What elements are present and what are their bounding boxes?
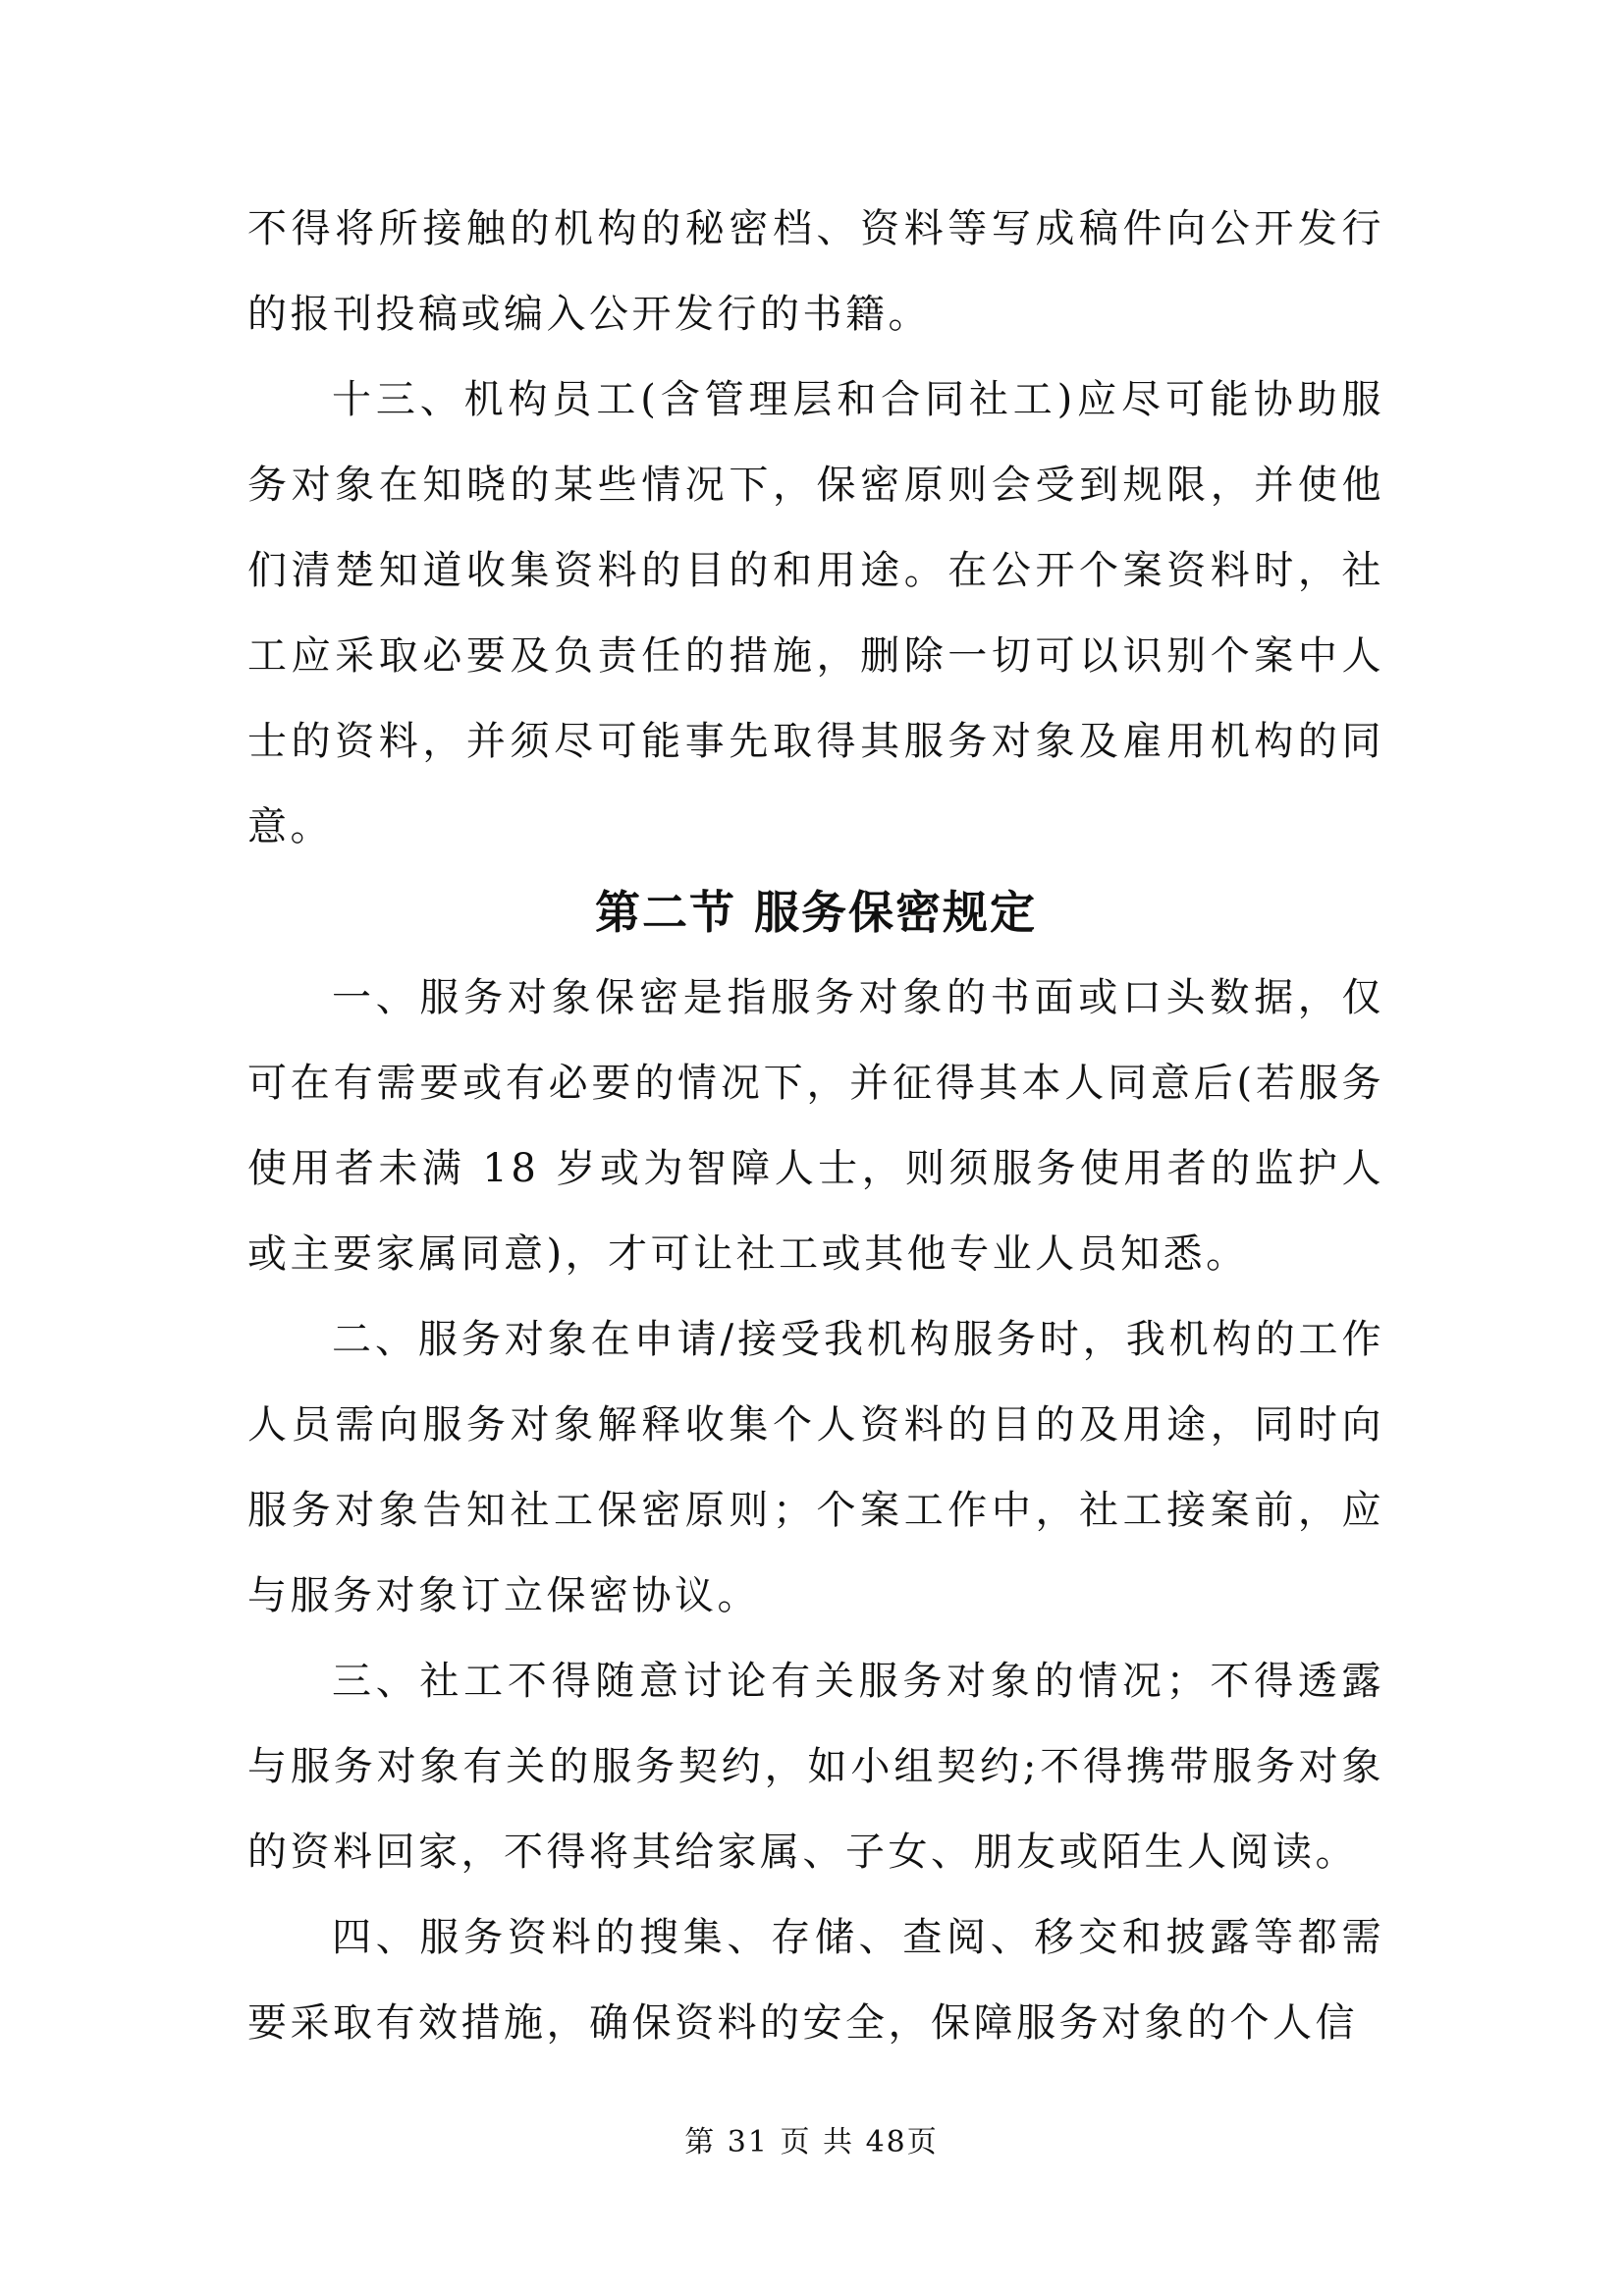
paragraph-continuation: 不得将所接触的机构的秘密档、资料等写成稿件向公开发行的报刊投稿或编入公开发行的书籍。 [247,206,1384,337]
page-body [247,187,1384,2066]
paragraph-item-13: 十三、机构员工(含管理层和合同社工)应尽可能协助服务对象在知晓的某些情况下，保密原则会受到规限，并使他们清楚知道收集资料的目的和用途。在公开个案资料时，社工应采取必要及负责任的措施，删除一切可以识别个案中人士的资料，并须尽可能事先取得其服务对象及雇用机构的同意。 [247,377,1384,849]
paragraph-item-3: 三、社工不得随意讨论有关服务对象的情况；不得透露与服务对象有关的服务契约，如小组契约;不得携带服务对象的资料回家，不得将其给家属、子女、朋友或陌生人阅读。 [247,1659,1384,1875]
section-title: 第二节 服务保密规定 [594,886,1037,939]
page-number-footer: 第 31 页 共 48页 [684,2125,939,2159]
paragraph-item-4: 四、服务资料的搜集、存储、查阅、移交和披露等都需要采取有效措施，确保资料的安全，保障服务对象的个人信 [247,1915,1384,2046]
paragraph-item-1: 一、服务对象保密是指服务对象的书面或口头数据，仅可在有需要或有必要的情况下，并征得其本人同意后(若服务使用者未满 18 岁或为智障人士，则须服务使用者的监护人或主要家属同意)，才可让社工或其他专业人员知悉。 [247,975,1384,1277]
paragraph-item-2: 二、服务对象在申请/接受我机构服务时，我机构的工作人员需向服务对象解释收集个人资料的目的及用途，同时向服务对象告知社工保密原则；个案工作中，社工接案前，应与服务对象订立保密协议。 [247,1317,1384,1618]
